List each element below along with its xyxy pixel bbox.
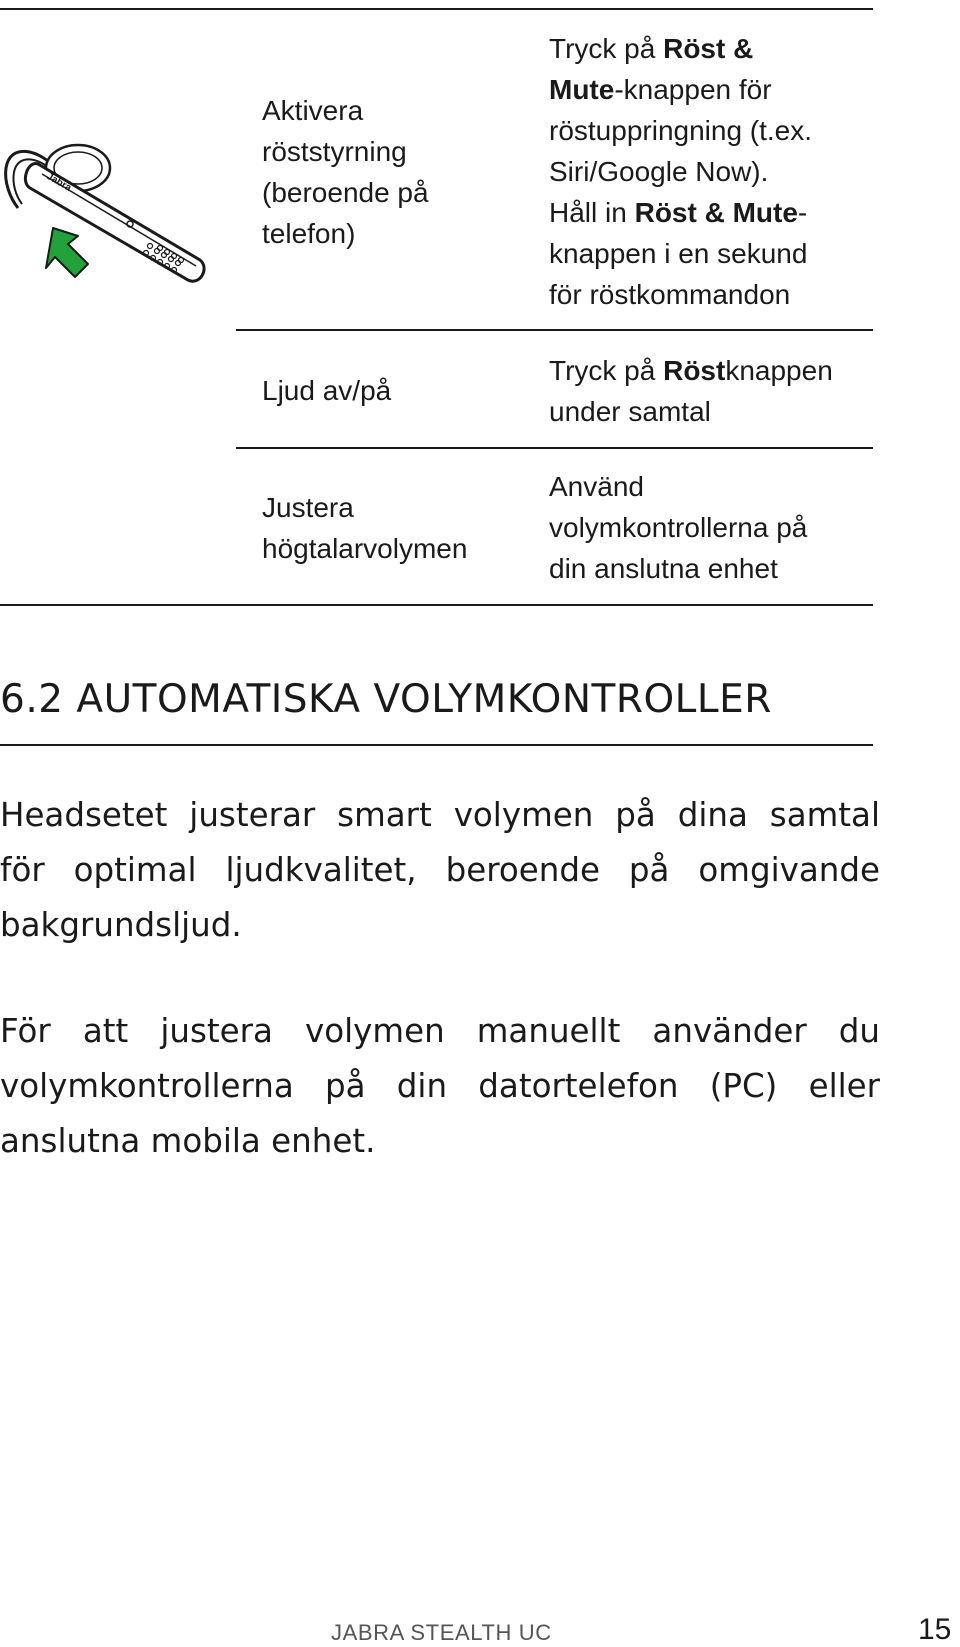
table-instruction-cell xyxy=(549,28,812,315)
bold-term: Röst xyxy=(663,355,726,386)
brand-logo: Jabra xyxy=(44,171,74,194)
text-run: - xyxy=(797,197,808,228)
headset-with-arrow-icon xyxy=(0,120,215,290)
table-instruction-cell xyxy=(549,466,807,589)
table-row-divider xyxy=(236,329,873,331)
table-action-cell: Aktivera röststyrning (beroende på telefon) xyxy=(262,95,429,249)
table-instruction-cell xyxy=(549,350,833,432)
instruction-line xyxy=(549,507,807,548)
section-heading: 6.2 AUTOMATISKA VOLYMKONTROLLER xyxy=(0,677,772,722)
instruction-line xyxy=(549,233,812,274)
text-run: röstuppringning (t.ex. xyxy=(549,115,813,146)
instruction-line xyxy=(549,350,833,391)
bold-term: Röst & Mute xyxy=(634,197,798,228)
table-row-divider xyxy=(236,447,873,449)
footer-product-title: JABRA STEALTH UC xyxy=(331,1620,552,1645)
text-run: för röstkommandon xyxy=(549,279,791,310)
instruction-line xyxy=(549,69,812,110)
text-run: din anslutna enhet xyxy=(549,553,778,584)
text-run: knappen xyxy=(725,355,833,386)
instruction-line xyxy=(549,28,812,69)
body-paragraph: För att justera volymen manuellt använder du volymkontrollerna på din datortelefon (PC) eller anslutna mobila enhet. xyxy=(0,1012,880,1160)
text-run: volymkontrollerna på xyxy=(549,512,808,543)
instruction-line xyxy=(549,548,807,589)
text-run: Håll in xyxy=(549,197,635,228)
table-action-cell: Justera högtalarvolymen xyxy=(262,492,468,564)
instruction-line xyxy=(549,274,812,315)
table-bottom-rule xyxy=(0,604,873,606)
instruction-line xyxy=(549,151,812,192)
arrow-icon xyxy=(46,228,88,277)
table-action-cell: Ljud av/på xyxy=(262,375,392,406)
body-paragraph: Headsetet justerar smart volymen på dina samtal för optimal ljudkvalitet, beroende på omgivande bakgrundsljud. xyxy=(0,796,880,944)
text-run: knappen i en sekund xyxy=(549,238,808,269)
text-run: Tryck på xyxy=(549,355,664,386)
bold-term: Röst & xyxy=(663,33,754,64)
table-top-rule xyxy=(0,8,873,10)
text-run: Använd xyxy=(549,471,644,502)
text-run: Siri/Google Now). xyxy=(549,156,769,187)
text-run: under samtal xyxy=(549,396,711,427)
text-run: -knappen för xyxy=(614,74,772,105)
heading-underline xyxy=(0,744,873,746)
page-number: 15 xyxy=(918,1613,952,1646)
instruction-line xyxy=(549,110,812,151)
text-run: Tryck på xyxy=(549,33,664,64)
instruction-line xyxy=(549,466,807,507)
instruction-line xyxy=(549,192,812,233)
bold-term: Mute xyxy=(549,74,615,105)
instruction-line xyxy=(549,391,833,432)
